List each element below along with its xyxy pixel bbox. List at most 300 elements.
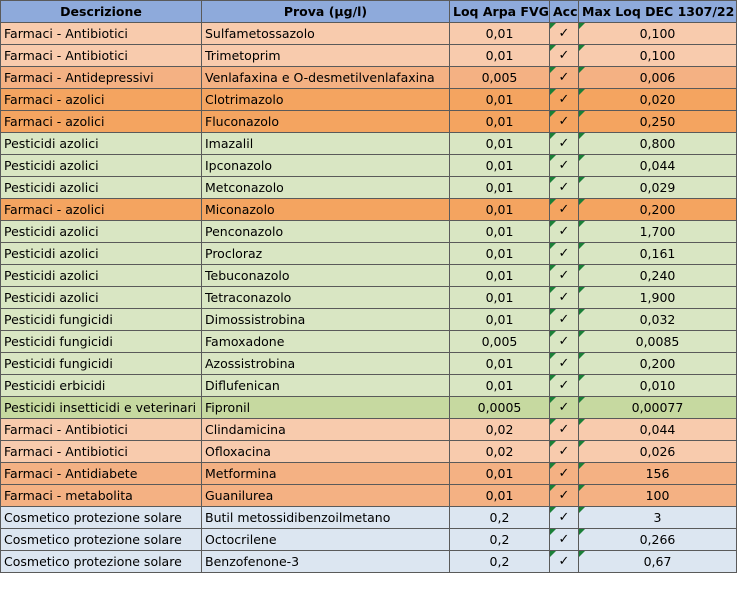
cell-loq[interactable] — [450, 375, 550, 397]
comment-indicator-icon — [550, 353, 556, 359]
cell-loq-text: 0,0005 — [477, 400, 522, 415]
cell-descrizione[interactable] — [1, 353, 202, 375]
cell-loq[interactable] — [450, 309, 550, 331]
cell-prova-text: Metformina — [205, 466, 277, 481]
cell-prova-text: Penconazolo — [205, 224, 284, 239]
cell-prova[interactable] — [202, 133, 450, 155]
cell-prova-text: Metconazolo — [205, 180, 284, 195]
cell-descrizione[interactable] — [1, 375, 202, 397]
cell-descrizione-text: Pesticidi azolici — [4, 290, 99, 305]
comment-indicator-icon — [579, 265, 585, 271]
comment-indicator-icon — [579, 89, 585, 95]
cell-acc-text: ✓ — [558, 114, 570, 129]
cell-max-loq[interactable] — [579, 177, 737, 199]
cell-descrizione-text: Farmaci - Antidepressivi — [4, 70, 154, 85]
cell-acc-text: ✓ — [558, 444, 570, 459]
cell-acc-text: ✓ — [558, 488, 570, 503]
comment-indicator-icon — [550, 67, 556, 73]
cell-loq[interactable] — [450, 177, 550, 199]
cell-max-loq[interactable] — [579, 463, 737, 485]
cell-prova[interactable] — [202, 177, 450, 199]
cell-loq-text: 0,02 — [485, 422, 514, 437]
cell-prova-text: Tetraconazolo — [205, 290, 292, 305]
cell-max-loq[interactable] — [579, 529, 737, 551]
cell-acc[interactable] — [550, 133, 579, 155]
cell-max-loq[interactable] — [579, 507, 737, 529]
cell-acc-text: ✓ — [558, 26, 570, 41]
cell-descrizione-text: Farmaci - azolici — [4, 92, 105, 107]
cell-acc-text: ✓ — [558, 48, 570, 63]
cell-acc[interactable] — [550, 199, 579, 221]
cell-max-loq[interactable] — [579, 419, 737, 441]
cell-acc-text: ✓ — [558, 400, 570, 415]
cell-prova-text: Benzofenone-3 — [205, 554, 300, 569]
cell-acc[interactable] — [550, 177, 579, 199]
cell-loq-text: 0,01 — [485, 224, 514, 239]
cell-prova[interactable] — [202, 265, 450, 287]
cell-max-loq[interactable] — [579, 397, 737, 419]
comment-indicator-icon — [579, 155, 585, 161]
cell-max-loq[interactable] — [579, 331, 737, 353]
cell-acc[interactable] — [550, 309, 579, 331]
cell-prova-text: Famoxadone — [205, 334, 285, 349]
comment-indicator-icon — [579, 199, 585, 205]
cell-loq[interactable] — [450, 243, 550, 265]
cell-descrizione[interactable] — [1, 419, 202, 441]
cell-prova[interactable] — [202, 23, 450, 45]
table-row — [1, 287, 737, 309]
comment-indicator-icon — [550, 331, 556, 337]
cell-loq-text: 0,01 — [485, 246, 514, 261]
cell-acc[interactable] — [550, 331, 579, 353]
cell-descrizione[interactable] — [1, 111, 202, 133]
comment-indicator-icon — [550, 89, 556, 95]
cell-prova[interactable] — [202, 485, 450, 507]
comment-indicator-icon — [579, 111, 585, 117]
cell-descrizione-text: Farmaci - metabolita — [4, 488, 133, 503]
cell-prova-text: Butil metossidibenzoilmetano — [205, 510, 391, 525]
cell-max-loq-text: 1,900 — [639, 290, 676, 305]
cell-max-loq[interactable] — [579, 485, 737, 507]
cell-acc[interactable] — [550, 529, 579, 551]
cell-prova[interactable] — [202, 155, 450, 177]
header-acc[interactable]: Acc — [550, 1, 579, 23]
comment-indicator-icon — [550, 221, 556, 227]
comment-indicator-icon — [550, 265, 556, 271]
table-row — [1, 89, 737, 111]
comment-indicator-icon — [550, 287, 556, 293]
cell-descrizione-text: Pesticidi azolici — [4, 246, 99, 261]
cell-max-loq-text: 100 — [645, 488, 670, 503]
cell-loq-text: 0,01 — [485, 312, 514, 327]
cell-descrizione[interactable] — [1, 67, 202, 89]
header-descrizione[interactable]: Descrizione — [1, 1, 202, 23]
cell-max-loq-text: 0,044 — [639, 158, 676, 173]
cell-acc-text: ✓ — [558, 224, 570, 239]
cell-descrizione[interactable] — [1, 133, 202, 155]
comment-indicator-icon — [550, 397, 556, 403]
cell-prova[interactable] — [202, 45, 450, 67]
cell-descrizione[interactable] — [1, 89, 202, 111]
cell-prova[interactable] — [202, 199, 450, 221]
comment-indicator-icon — [550, 551, 556, 557]
cell-loq[interactable] — [450, 155, 550, 177]
table-row — [1, 309, 737, 331]
cell-prova-text: Imazalil — [205, 136, 254, 151]
cell-loq[interactable] — [450, 287, 550, 309]
comment-indicator-icon — [579, 331, 585, 337]
table-row — [1, 177, 737, 199]
cell-max-loq[interactable] — [579, 67, 737, 89]
comment-indicator-icon — [550, 45, 556, 51]
cell-acc[interactable] — [550, 265, 579, 287]
cell-descrizione[interactable] — [1, 485, 202, 507]
cell-acc[interactable] — [550, 507, 579, 529]
cell-prova[interactable] — [202, 67, 450, 89]
cell-loq[interactable] — [450, 463, 550, 485]
cell-descrizione[interactable] — [1, 155, 202, 177]
cell-loq[interactable] — [450, 221, 550, 243]
cell-prova[interactable] — [202, 221, 450, 243]
header-row — [1, 1, 737, 23]
cell-max-loq-text: 0,161 — [639, 246, 676, 261]
cell-acc[interactable] — [550, 89, 579, 111]
cell-max-loq[interactable] — [579, 287, 737, 309]
cell-prova[interactable] — [202, 353, 450, 375]
cell-max-loq-text: 0,100 — [639, 26, 676, 41]
cell-prova[interactable] — [202, 111, 450, 133]
cell-acc-text: ✓ — [558, 334, 570, 349]
cell-acc[interactable] — [550, 375, 579, 397]
cell-descrizione[interactable] — [1, 441, 202, 463]
cell-max-loq-text: 0,67 — [643, 554, 672, 569]
table-row — [1, 45, 737, 67]
cell-descrizione[interactable] — [1, 331, 202, 353]
cell-descrizione[interactable] — [1, 309, 202, 331]
cell-loq-text: 0,01 — [485, 466, 514, 481]
cell-loq[interactable] — [450, 551, 550, 573]
table-row — [1, 353, 737, 375]
cell-loq-text: 0,01 — [485, 180, 514, 195]
cell-loq[interactable] — [450, 133, 550, 155]
cell-loq-text: 0,01 — [485, 378, 514, 393]
cell-loq[interactable] — [450, 67, 550, 89]
cell-loq-text: 0,02 — [485, 444, 514, 459]
cell-max-loq-text: 0,250 — [639, 114, 676, 129]
cell-descrizione-text: Farmaci - Antibiotici — [4, 26, 128, 41]
cell-acc-text: ✓ — [558, 356, 570, 371]
cell-prova-text: Diflufenican — [205, 378, 280, 393]
cell-max-loq-text: 156 — [645, 466, 670, 481]
cell-acc-text: ✓ — [558, 202, 570, 217]
cell-prova[interactable] — [202, 529, 450, 551]
table-row — [1, 265, 737, 287]
cell-loq[interactable] — [450, 397, 550, 419]
cell-max-loq-text: 0,200 — [639, 202, 676, 217]
cell-prova-text: Ofloxacina — [205, 444, 271, 459]
table-row — [1, 507, 737, 529]
cell-loq[interactable] — [450, 485, 550, 507]
cell-max-loq-text: 0,020 — [639, 92, 676, 107]
cell-max-loq-text: 0,006 — [639, 70, 676, 85]
cell-max-loq[interactable] — [579, 221, 737, 243]
cell-loq[interactable] — [450, 111, 550, 133]
comment-indicator-icon — [579, 221, 585, 227]
cell-prova-text: Clindamicina — [205, 422, 286, 437]
cell-loq[interactable] — [450, 199, 550, 221]
cell-max-loq-text: 0,010 — [639, 378, 676, 393]
cell-prova-text: Fluconazolo — [205, 114, 280, 129]
cell-prova-text: Ipconazolo — [205, 158, 273, 173]
cell-loq-text: 0,01 — [485, 356, 514, 371]
table-row — [1, 529, 737, 551]
cell-prova[interactable] — [202, 331, 450, 353]
comment-indicator-icon — [579, 507, 585, 513]
comment-indicator-icon — [550, 529, 556, 535]
cell-descrizione[interactable] — [1, 23, 202, 45]
cell-descrizione[interactable] — [1, 507, 202, 529]
cell-loq-text: 0,01 — [485, 92, 514, 107]
cell-acc[interactable] — [550, 45, 579, 67]
cell-loq-text: 0,005 — [481, 70, 518, 85]
cell-acc[interactable] — [550, 353, 579, 375]
cell-loq-text: 0,005 — [481, 334, 518, 349]
cell-prova[interactable] — [202, 243, 450, 265]
cell-descrizione[interactable] — [1, 287, 202, 309]
cell-prova[interactable] — [202, 309, 450, 331]
cell-prova-text: Guanilurea — [205, 488, 274, 503]
cell-loq[interactable] — [450, 45, 550, 67]
comment-indicator-icon — [550, 419, 556, 425]
table-row — [1, 419, 737, 441]
cell-descrizione-text: Farmaci - Antibiotici — [4, 422, 128, 437]
cell-descrizione[interactable] — [1, 45, 202, 67]
cell-max-loq[interactable] — [579, 551, 737, 573]
cell-max-loq[interactable] — [579, 155, 737, 177]
table-row — [1, 67, 737, 89]
cell-prova-text: Tebuconazolo — [205, 268, 290, 283]
comment-indicator-icon — [579, 397, 585, 403]
cell-acc[interactable] — [550, 551, 579, 573]
table-row — [1, 551, 737, 573]
cell-prova[interactable] — [202, 375, 450, 397]
cell-max-loq-text: 0,200 — [639, 356, 676, 371]
cell-loq[interactable] — [450, 529, 550, 551]
comment-indicator-icon — [579, 353, 585, 359]
table-row — [1, 23, 737, 45]
cell-descrizione-text: Pesticidi azolici — [4, 136, 99, 151]
cell-descrizione-text: Pesticidi fungicidi — [4, 356, 113, 371]
cell-acc-text: ✓ — [558, 422, 570, 437]
cell-acc[interactable] — [550, 243, 579, 265]
cell-max-loq-text: 0,266 — [639, 532, 676, 547]
cell-max-loq[interactable] — [579, 199, 737, 221]
cell-descrizione-text: Pesticidi azolici — [4, 268, 99, 283]
cell-loq[interactable] — [450, 23, 550, 45]
comment-indicator-icon — [579, 67, 585, 73]
cell-max-loq-text: 0,800 — [639, 136, 676, 151]
comment-indicator-icon — [579, 419, 585, 425]
cell-max-loq-text: 1,700 — [639, 224, 676, 239]
cell-max-loq[interactable] — [579, 265, 737, 287]
table-row — [1, 485, 737, 507]
comment-indicator-icon — [550, 111, 556, 117]
cell-acc[interactable] — [550, 155, 579, 177]
cell-acc-text: ✓ — [558, 268, 570, 283]
cell-prova-text: Clotrimazolo — [205, 92, 284, 107]
cell-prova-text: Dimossistrobina — [205, 312, 306, 327]
cell-acc-text: ✓ — [558, 136, 570, 151]
cell-max-loq[interactable] — [579, 353, 737, 375]
comment-indicator-icon — [579, 177, 585, 183]
cell-max-loq[interactable] — [579, 133, 737, 155]
cell-loq-text: 0,01 — [485, 26, 514, 41]
cell-max-loq[interactable] — [579, 111, 737, 133]
comment-indicator-icon — [579, 287, 585, 293]
cell-max-loq[interactable] — [579, 89, 737, 111]
comment-indicator-icon — [579, 551, 585, 557]
comment-indicator-icon — [550, 199, 556, 205]
header-loq[interactable]: Loq Arpa FVG — [450, 1, 550, 23]
cell-max-loq-text: 0,100 — [639, 48, 676, 63]
cell-descrizione-text: Farmaci - azolici — [4, 114, 105, 129]
comment-indicator-icon — [579, 243, 585, 249]
cell-prova[interactable] — [202, 551, 450, 573]
cell-descrizione[interactable] — [1, 265, 202, 287]
comment-indicator-icon — [550, 133, 556, 139]
cell-loq-text: 0,01 — [485, 136, 514, 151]
table-row — [1, 463, 737, 485]
cell-prova-text: Azossistrobina — [205, 356, 296, 371]
cell-acc[interactable] — [550, 419, 579, 441]
table-row — [1, 155, 737, 177]
cell-max-loq[interactable] — [579, 23, 737, 45]
comment-indicator-icon — [579, 375, 585, 381]
cell-max-loq[interactable] — [579, 441, 737, 463]
table-row — [1, 199, 737, 221]
cell-acc-text: ✓ — [558, 92, 570, 107]
cell-acc[interactable] — [550, 485, 579, 507]
cell-max-loq-text: 3 — [653, 510, 662, 525]
cell-acc[interactable] — [550, 287, 579, 309]
cell-max-loq[interactable] — [579, 309, 737, 331]
cell-loq-text: 0,01 — [485, 290, 514, 305]
cell-prova[interactable] — [202, 287, 450, 309]
table-row — [1, 133, 737, 155]
cell-descrizione[interactable] — [1, 463, 202, 485]
cell-acc-text: ✓ — [558, 180, 570, 195]
cell-descrizione-text: Cosmetico protezione solare — [4, 554, 182, 569]
cell-loq-text: 0,01 — [485, 268, 514, 283]
comment-indicator-icon — [579, 529, 585, 535]
comment-indicator-icon — [579, 309, 585, 315]
header-max-loq[interactable]: Max Loq DEC 1307/22 — [579, 1, 737, 23]
cell-max-loq[interactable] — [579, 243, 737, 265]
table-row — [1, 397, 737, 419]
cell-descrizione-text: Pesticidi azolici — [4, 180, 99, 195]
cell-acc-text: ✓ — [558, 70, 570, 85]
cell-prova-text: Fipronil — [205, 400, 251, 415]
cell-loq[interactable] — [450, 507, 550, 529]
cell-acc[interactable] — [550, 23, 579, 45]
cell-loq-text: 0,01 — [485, 202, 514, 217]
cell-acc-text: ✓ — [558, 466, 570, 481]
cell-descrizione[interactable] — [1, 529, 202, 551]
cell-acc-text: ✓ — [558, 532, 570, 547]
cell-max-loq-text: 0,240 — [639, 268, 676, 283]
cell-prova[interactable] — [202, 89, 450, 111]
cell-descrizione-text: Cosmetico protezione solare — [4, 510, 182, 525]
header-prova[interactable]: Prova (µg/l) — [202, 1, 450, 23]
comment-indicator-icon — [579, 23, 585, 29]
comment-indicator-icon — [550, 485, 556, 491]
cell-acc[interactable] — [550, 463, 579, 485]
cell-acc-text: ✓ — [558, 158, 570, 173]
cell-descrizione-text: Cosmetico protezione solare — [4, 532, 182, 547]
table-row — [1, 441, 737, 463]
cell-loq[interactable] — [450, 419, 550, 441]
cell-descrizione[interactable] — [1, 199, 202, 221]
cell-prova-text: Trimetoprim — [205, 48, 281, 63]
cell-loq[interactable] — [450, 89, 550, 111]
cell-acc[interactable] — [550, 441, 579, 463]
cell-prova[interactable] — [202, 397, 450, 419]
comment-indicator-icon — [579, 133, 585, 139]
cell-acc-text: ✓ — [558, 312, 570, 327]
cell-descrizione[interactable] — [1, 243, 202, 265]
cell-prova[interactable] — [202, 463, 450, 485]
cell-loq-text: 0,01 — [485, 158, 514, 173]
cell-acc[interactable] — [550, 397, 579, 419]
cell-descrizione-text: Pesticidi azolici — [4, 224, 99, 239]
comment-indicator-icon — [550, 507, 556, 513]
cell-loq[interactable] — [450, 441, 550, 463]
cell-acc[interactable] — [550, 221, 579, 243]
cell-descrizione-text: Pesticidi azolici — [4, 158, 99, 173]
cell-descrizione-text: Farmaci - Antibiotici — [4, 48, 128, 63]
comment-indicator-icon — [550, 155, 556, 161]
cell-loq[interactable] — [450, 331, 550, 353]
cell-max-loq-text: 0,029 — [639, 180, 676, 195]
cell-max-loq-text: 0,0085 — [635, 334, 680, 349]
cell-descrizione[interactable] — [1, 397, 202, 419]
cell-loq[interactable] — [450, 265, 550, 287]
comment-indicator-icon — [579, 45, 585, 51]
cell-max-loq-text: 0,00077 — [631, 400, 684, 415]
cell-acc[interactable] — [550, 67, 579, 89]
table-row — [1, 243, 737, 265]
table-row — [1, 331, 737, 353]
comment-indicator-icon — [550, 243, 556, 249]
cell-max-loq[interactable] — [579, 45, 737, 67]
cell-descrizione[interactable] — [1, 551, 202, 573]
cell-max-loq-text: 0,032 — [639, 312, 676, 327]
cell-descrizione[interactable] — [1, 221, 202, 243]
cell-prova-text: Miconazolo — [205, 202, 275, 217]
cell-acc-text: ✓ — [558, 378, 570, 393]
comment-indicator-icon — [550, 375, 556, 381]
comment-indicator-icon — [550, 23, 556, 29]
cell-prova[interactable] — [202, 507, 450, 529]
cell-loq[interactable] — [450, 353, 550, 375]
cell-acc[interactable] — [550, 111, 579, 133]
cell-max-loq[interactable] — [579, 375, 737, 397]
cell-descrizione[interactable] — [1, 177, 202, 199]
cell-prova[interactable] — [202, 441, 450, 463]
cell-acc-text: ✓ — [558, 290, 570, 305]
cell-prova[interactable] — [202, 419, 450, 441]
cell-acc-text: ✓ — [558, 246, 570, 261]
